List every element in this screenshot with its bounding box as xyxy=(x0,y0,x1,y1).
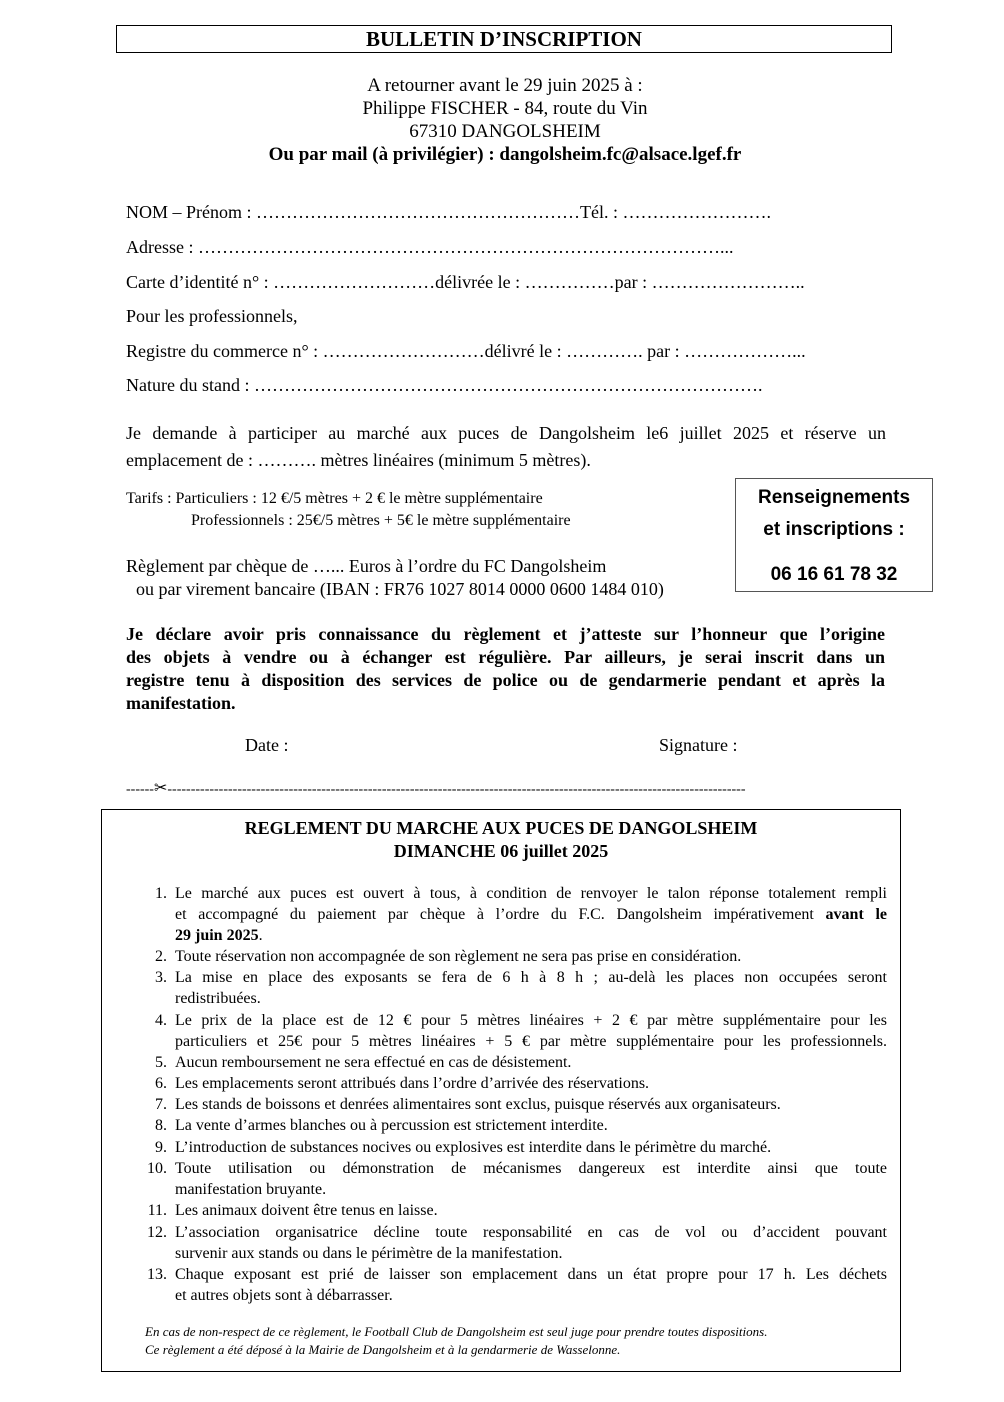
rule-number: 1. xyxy=(155,885,167,902)
rule-number: 12. xyxy=(147,1224,167,1241)
rule-1-deadline-bold: avant le xyxy=(825,906,887,923)
rule-13-line1: Chaque exposant est prié de laisser son emplacement dans un état propre pour 17 h. Les déchets xyxy=(175,1266,887,1283)
rule-number: 13. xyxy=(147,1266,167,1283)
rules-title1: REGLEMENT DU MARCHE AUX PUCES DE DANGOLSHEIM xyxy=(244,818,758,838)
rule-number: 3. xyxy=(155,969,167,986)
rc-by-field[interactable]: ………………... xyxy=(684,341,806,361)
stand-nature-field[interactable]: …………………………………………………………………………. xyxy=(253,375,763,395)
rule-7-line1: Les stands de boissons et denrées alimentaires sont exclus, puisque réservés aux organisateurs. xyxy=(175,1096,781,1113)
scissors-icon: ✂ xyxy=(153,778,168,797)
stand-nature-line xyxy=(126,375,762,396)
rule-4-line2: particuliers et 25€ pour 5 mètres linéaires + 5 € par mètre supplémentaire pour les professionnels. xyxy=(175,1033,887,1050)
rule-8-line1: La vente d’armes blanches ou à percussion est strictement interdite. xyxy=(175,1117,608,1134)
address-field[interactable]: ……………………………………………………………………………... xyxy=(197,237,734,257)
id-card-label: Carte d’identité n° : xyxy=(126,272,269,292)
rule-1-line3 xyxy=(175,927,887,945)
rule-3-line1: La mise en place des exposants se fera de 6 h à 8 h ; au-delà les places non occupées seront xyxy=(175,969,887,986)
name-line xyxy=(126,202,771,223)
return-address-line2: 67310 DANGOLSHEIM xyxy=(409,121,601,142)
name-label: NOM – Prénom : xyxy=(126,202,252,222)
info-box-phone: 06 16 61 78 32 xyxy=(770,564,898,585)
rule-12-line1: L’association organisatrice décline toute responsabilité en cas de vol ou d’accident pouvant xyxy=(175,1224,887,1241)
request-line2: emplacement de : ………. mètres linéaires (minimum 5 mètres). xyxy=(126,450,591,470)
name-field[interactable]: ……………………………………………… xyxy=(256,202,580,222)
rule-4-line1: Le prix de la place est de 12 € pour 5 mètres linéaires + 2 € par mètre supplémentaire pour les xyxy=(175,1012,887,1029)
cut-line-right: ---------------------------------------------------------------------------------------------------------------------------- xyxy=(167,782,746,797)
rule-1-line2 xyxy=(175,906,887,924)
form-title-text: BULLETIN D’INSCRIPTION xyxy=(366,26,642,51)
rule-10-line1: Toute utilisation ou démonstration de mécanismes dangereux est interdite ainsi que toute xyxy=(175,1160,887,1177)
tarifs-line2: Professionnels : 25€/5 mètres + 5€ le mètre supplémentaire xyxy=(191,512,571,529)
rc-by-label: par : xyxy=(647,341,680,361)
return-mail-line: Ou par mail (à privilégier) : dangolsheim.fc@alsace.lgef.fr xyxy=(268,144,742,165)
rule-number: 10. xyxy=(147,1160,167,1177)
trade-register-field[interactable]: ……………………… xyxy=(322,341,485,361)
rule-6-line1: Les emplacements seront attribués dans l’ordre d’arrivée des réservations. xyxy=(175,1075,650,1092)
declaration-line2: des objets à vendre ou à échanger est régulière. Par ailleurs, je serai inscrit dans un xyxy=(126,647,885,667)
rule-1-date-bold: 29 juin 2025 xyxy=(175,927,259,944)
professionals-label: Pour les professionnels, xyxy=(126,306,298,326)
address-label: Adresse : xyxy=(126,237,194,257)
declaration-line3: registre tenu à disposition des services de police ou de gendarmerie pendant et après la xyxy=(126,670,885,690)
cut-line xyxy=(126,778,886,798)
rule-number: 11. xyxy=(147,1202,167,1219)
rule-10-line2: manifestation bruyante. xyxy=(175,1181,327,1198)
payment-line2: ou par virement bancaire (IBAN : FR76 1027 8014 0000 0600 1484 010) xyxy=(136,579,664,599)
cut-line-left: ------ xyxy=(126,782,154,797)
rule-3-line2: redistribuées. xyxy=(175,990,261,1007)
return-deadline: A retourner avant le 29 juin 2025 à : xyxy=(367,75,643,96)
rule-9-line1: L’introduction de substances nocives ou explosives est interdite dans le périmètre du marché. xyxy=(175,1139,772,1156)
tarifs-line1: Tarifs : Particuliers : 12 €/5 mètres + 2 € le mètre supplémentaire xyxy=(126,490,543,507)
rule-13-line2: et autres objets sont à débarrasser. xyxy=(175,1287,393,1304)
rules-note1: En cas de non-respect de ce règlement, le Football Club de Dangolsheim est seul juge pour prendre toutes dispositions. xyxy=(145,1324,768,1339)
trade-register-line xyxy=(126,341,806,362)
return-address-line1: Philippe FISCHER - 84, route du Vin xyxy=(362,98,648,119)
id-card-field[interactable]: ……………………… xyxy=(273,272,436,292)
info-box-line1: Renseignements xyxy=(757,487,911,508)
rule-5-line1: Aucun remboursement ne sera effectué en cas de désistement. xyxy=(175,1054,572,1071)
declaration-line1: Je déclare avoir pris connaissance du règlement et j’atteste sur l’honneur que l’origine xyxy=(126,624,885,644)
rule-1-line1: Le marché aux puces est ouvert à tous, à condition de renvoyer le talon réponse totalement rempli xyxy=(175,885,887,902)
id-card-line xyxy=(126,272,805,293)
trade-register-label: Registre du commerce n° : xyxy=(126,341,319,361)
stand-nature-label: Nature du stand : xyxy=(126,375,250,395)
signature-label: Signature : xyxy=(659,735,738,755)
rule-11-line1: Les animaux doivent être tenus en laisse. xyxy=(175,1202,438,1219)
id-issued-label: délivrée le : xyxy=(435,272,521,292)
tel-field[interactable]: ……………………. xyxy=(622,202,771,222)
id-by-label: par : xyxy=(614,272,648,292)
request-line1: Je demande à participer au marché aux puces de Dangolsheim le6 juillet 2025 et réserve un xyxy=(126,423,886,443)
rc-issued-field[interactable]: …………. xyxy=(566,341,648,361)
declaration-line4: manifestation. xyxy=(126,693,236,713)
rule-12-line2: survenir aux stands ou dans le périmètre de la manifestation. xyxy=(175,1245,563,1262)
id-issued-field[interactable]: …………… xyxy=(524,272,615,292)
rule-1-period: . xyxy=(258,927,263,944)
rule-number: 8. xyxy=(155,1117,167,1134)
address-line xyxy=(126,237,733,258)
tel-label: Tél. : xyxy=(580,202,618,222)
form-title xyxy=(116,25,892,53)
info-box xyxy=(735,478,933,592)
id-by-field[interactable]: …………………….. xyxy=(651,272,805,292)
rule-number: 5. xyxy=(155,1054,167,1071)
info-box-line2: et inscriptions : xyxy=(763,519,905,540)
date-label: Date : xyxy=(245,735,289,755)
rule-number: 6. xyxy=(155,1075,167,1092)
rule-number: 7. xyxy=(155,1096,167,1113)
rules-title2: DIMANCHE 06 juillet 2025 xyxy=(393,841,609,861)
rule-number: 4. xyxy=(155,1012,167,1029)
rule-number: 2. xyxy=(155,948,167,965)
rule-number: 9. xyxy=(155,1139,167,1156)
rule-1-line2-text: et accompagné du paiement par chèque à l’ordre du F.C. Dangolsheim impérativement xyxy=(175,906,826,923)
rule-2-line1: Toute réservation non accompagnée de son règlement ne sera pas prise en considération. xyxy=(175,948,742,965)
payment-line1: Règlement par chèque de …... Euros à l’ordre du FC Dangolsheim xyxy=(126,556,607,576)
rc-issued-label: délivré le : xyxy=(484,341,562,361)
rules-note2: Ce règlement a été déposé à la Mairie de Dangolsheim et à la gendarmerie de Wasselonne. xyxy=(145,1342,621,1357)
